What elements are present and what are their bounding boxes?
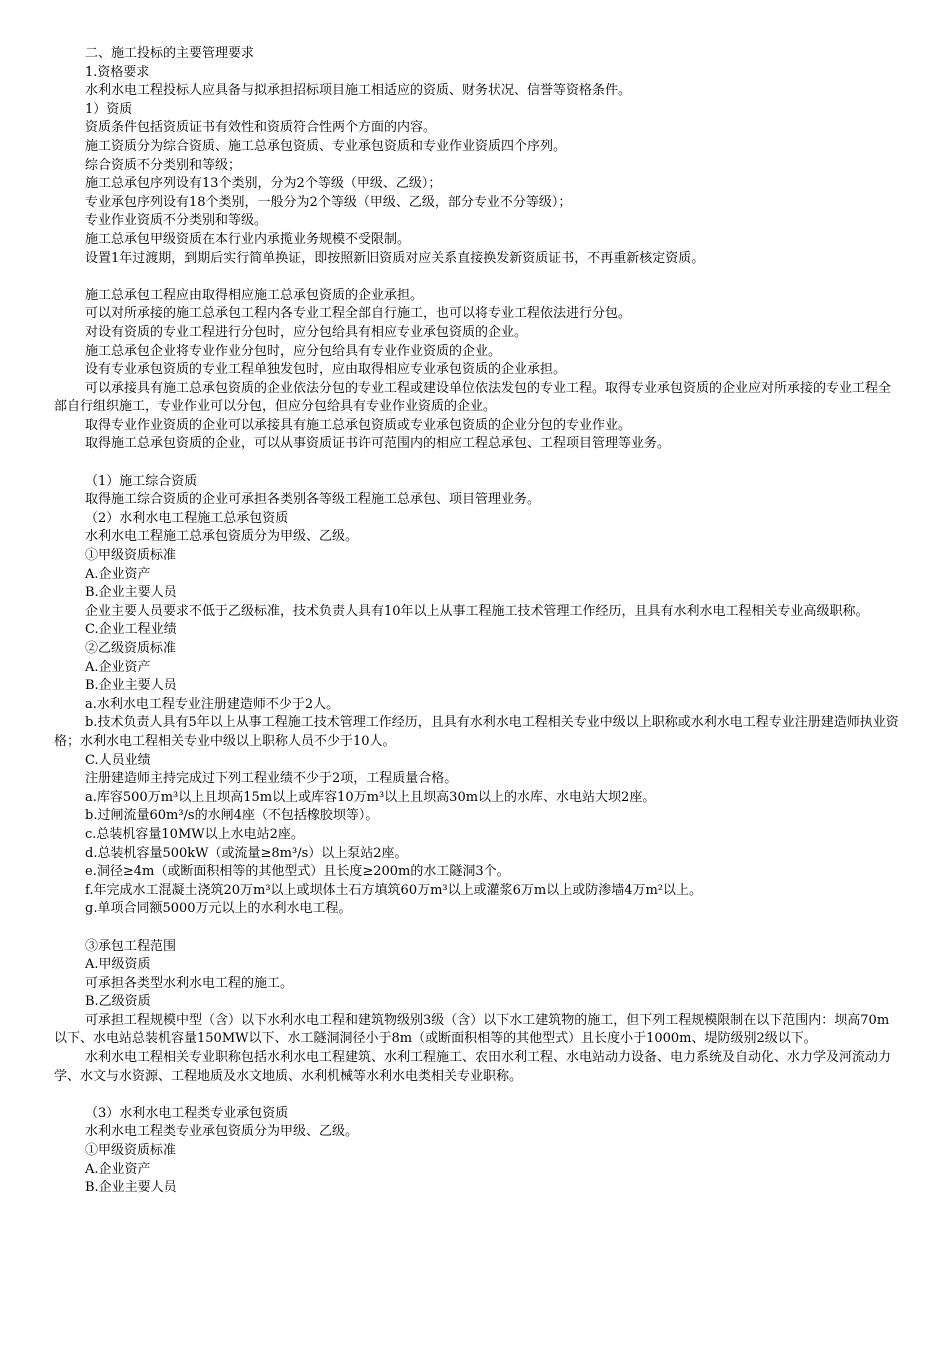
text-line: ①甲级资质标准 (85, 1143, 177, 1159)
text-line: 企业主要人员要求不低于乙级标准，技术负责人具有10年以上从事工程施工技术管理工作经历，且具有水利水电工程相关专业高级职称。 (85, 603, 869, 619)
text-line: （3）水利水电工程类专业承包资质 (85, 1105, 289, 1121)
text-line: A.甲级资质 (85, 957, 151, 973)
text-line: 综合资质不分类别和等级； (85, 157, 242, 173)
text-line: B.企业主要人员 (85, 1180, 177, 1196)
text-line: 设有专业承包资质的专业工程单独发包时，应由取得相应专业承包资质的企业承担。 (85, 362, 567, 378)
text-line: d.总装机容量500kW（或流量≥8m³/s）以上泵站2座。 (85, 845, 408, 861)
text-line: 可承担各类型水利水电工程的施工。 (85, 975, 294, 991)
text-line: B.乙级资质 (85, 994, 151, 1010)
text-line: 注册建造师主持完成过下列工程业绩不少于2项，工程质量合格。 (85, 771, 458, 787)
paragraph-gap (54, 454, 900, 473)
paragraph-gap (54, 919, 900, 938)
text-line: ②乙级资质标准 (85, 641, 177, 656)
text-line: 1）资质 (85, 101, 133, 117)
text-line: A.企业资产 (85, 659, 151, 675)
text-line: C.企业工程业绩 (85, 622, 177, 638)
text-line: ③承包工程范围 (85, 938, 177, 954)
text-line: 取得专业作业资质的企业可以承接具有施工总承包资质或专业承包资质的企业分包的专业作业。 (85, 417, 632, 433)
document-body (54, 45, 900, 1198)
text-line: （2）水利水电工程施工总承包资质 (85, 510, 289, 526)
text-line: g.单项合同额5000万元以上的水利水电工程。 (85, 901, 352, 917)
text-line: 1.资格要求 (85, 64, 150, 80)
text-line: b.技术负责人具有5年以上从事工程施工技术管理工作经历，且具有水利水电工程相关专业中级以上职称或水利水电工程专业注册建造师执业资格；水利水电工程相关专业中级以上职称人员不少于10人。 (54, 715, 899, 749)
text-line: 水利水电工程投标人应具备与拟承担招标项目施工相适应的资质、财务状况、信誉等资格条件。 (85, 83, 632, 99)
text-line: 专业承包序列设有18个类别，一般分为2个等级（甲级、乙级，部分专业不分等级）； (85, 194, 572, 210)
text-line: e.洞径≥4m（或断面积相等的其他型式）且长度≥200m的水工隧洞3个。 (85, 864, 510, 880)
text-line: 可以承接具有施工总承包资质的企业依法分包的专业工程或建设单位依法发包的专业工程。取得专业承包资质的企业应对所承接的专业工程全部自行组织施工，专业作业可以分包，但应分包给具有专业作业资质的企业。 (54, 380, 892, 415)
text-line: C.人员业绩 (85, 752, 151, 768)
text-line: 施工总承包甲级资质在本行业内承揽业务规模不受限制。 (85, 231, 411, 247)
text-line: 对设有资质的专业工程进行分包时，应分包给具有相应专业承包资质的企业。 (85, 324, 528, 340)
text-line: 资质条件包括资质证书有效性和资质符合性两个方面的内容。 (85, 120, 437, 136)
text-line: ①甲级资质标准 (85, 548, 177, 564)
text-line: 水利水电工程相关专业职称包括水利水电工程建筑、水利工程施工、农田水利工程、水电站动力设备、电力系统及自动化、水力学及河流动力学、水文与水资源、工程地质及水文地质、水利机械等水利水电类相关专业职称。 (54, 1050, 892, 1084)
text-line: a.水利水电工程专业注册建造师不少于2人。 (85, 696, 340, 712)
paragraph-gap (54, 1086, 900, 1105)
text-line: 可以对所承接的施工总承包工程内各专业工程全部自行施工，也可以将专业工程依法进行分包。 (85, 306, 632, 322)
text-line: 水利水电工程类专业承包资质分为甲级、乙级。 (85, 1124, 359, 1140)
text-line: 设置1年过渡期，到期后实行简单换证，即按照新旧资质对应关系直接换发新资质证书，不再重新核定资质。 (85, 250, 705, 266)
paragraph-gap (54, 268, 900, 287)
text-line: c.总装机容量10MW以上水电站2座。 (85, 826, 304, 842)
text-line: 专业作业资质不分类别和等级。 (85, 213, 268, 229)
text-line: 二、施工投标的主要管理要求 (85, 46, 255, 61)
text-line: 水利水电工程施工总承包资质分为甲级、乙级。 (85, 529, 359, 545)
text-line: 施工总承包工程应由取得相应施工总承包资质的企业承担。 (85, 287, 424, 303)
text-line: 施工总承包序列设有13个类别，分为2个等级（甲级、乙级）； (85, 176, 442, 192)
text-line: B.企业主要人员 (85, 585, 177, 601)
text-line: B.企业主要人员 (85, 678, 177, 694)
text-line: A.企业资产 (85, 566, 151, 582)
text-line: f.年完成水工混凝土浇筑20万m³以上或坝体土石方填筑60万m³以上或灌浆6万m以上或防渗墙4万m²以上。 (85, 882, 703, 898)
text-line: （1）施工综合资质 (85, 473, 198, 489)
text-line: 取得施工综合资质的企业可承担各类别各等级工程施工总承包、项目管理业务。 (85, 492, 541, 508)
text-line: A.企业资产 (85, 1161, 151, 1177)
text-line: 施工总承包企业将专业作业分包时，应分包给具有专业作业资质的企业。 (85, 343, 502, 359)
text-line: a.库容500万m³以上且坝高15m以上或库容10万m³以上且坝高30m以上的水库、水电站大坝2座。 (85, 789, 656, 805)
text-line: 取得施工总承包资质的企业，可以从事资质证书许可范围内的相应工程总承包、工程项目管理等业务。 (85, 436, 671, 452)
text-line: b.过闸流量60m³/s的水闸4座（不包括橡胶坝等）。 (85, 808, 379, 824)
text-line: 施工资质分为综合资质、施工总承包资质、专业承包资质和专业作业资质四个序列。 (85, 138, 567, 154)
text-line: 可承担工程规模中型（含）以下水利水电工程和建筑物级别3级（含）以下水工建筑物的施工，但下列工程规模限制在以下范围内：坝高70m以下、水电站总装机容量150MW以下、水工隧洞洞径小于8m（或断面积相等的其他型式）且长度小于1000m、堤防级别2级以下。 (54, 1012, 890, 1047)
